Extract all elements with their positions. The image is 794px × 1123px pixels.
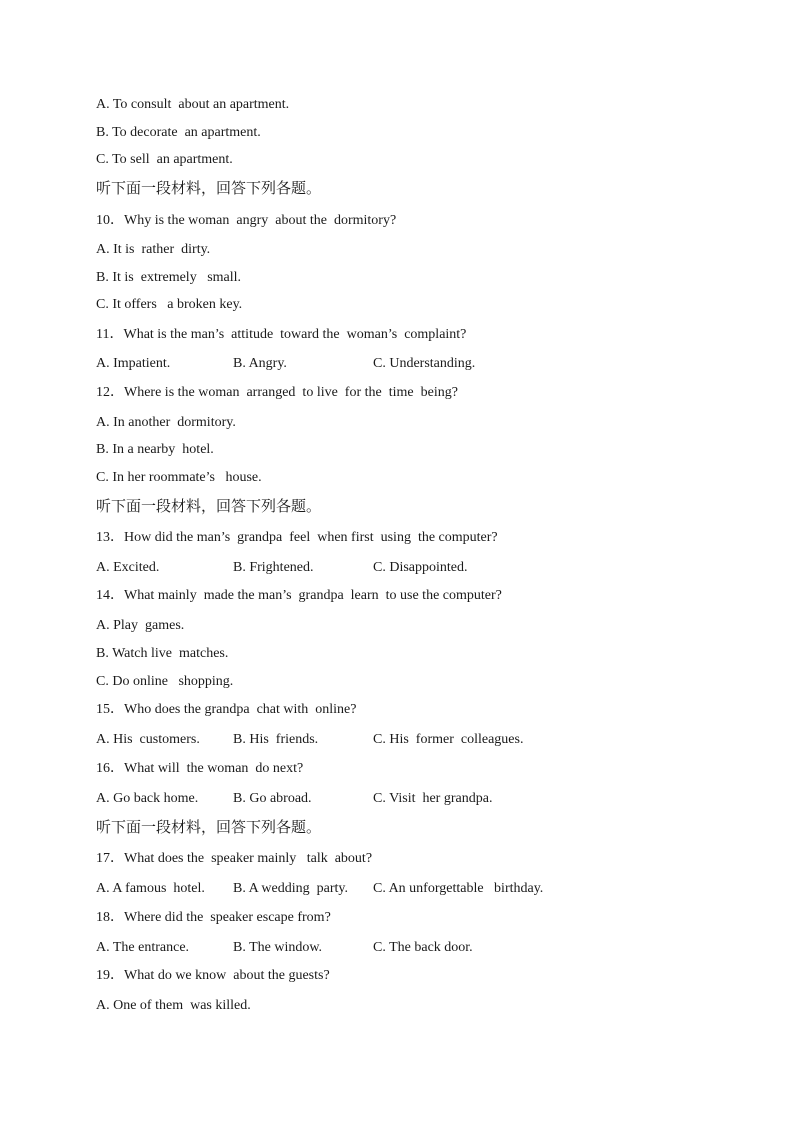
section-heading: 听下面一段材料，回答下列各题。	[96, 818, 322, 836]
q18-option-b: B. The window.	[233, 940, 323, 955]
q14-option-a: A. Play games.	[96, 618, 185, 633]
question-14: 14．What mainly made the man’s grandpa learn to use the computer?	[96, 588, 502, 603]
question-16: 16．What will the woman do next?	[96, 761, 304, 776]
q15-option-c: C. His former colleagues.	[373, 732, 524, 747]
q13-option-c: C. Disappointed.	[373, 560, 468, 575]
q10-option-c: C. It offers a broken key.	[96, 297, 243, 312]
question-12: 12．Where is the woman arranged to live for the time being?	[96, 385, 458, 400]
q14-option-b: B. Watch live matches.	[96, 646, 229, 661]
question-10: 10．Why is the woman angry about the dormitory?	[96, 213, 397, 228]
q18-option-c: C. The back door.	[373, 940, 473, 955]
q10-option-b: B. It is extremely small.	[96, 270, 242, 285]
option-b: B. To decorate an apartment.	[96, 125, 261, 140]
q15-option-a: A. His customers.	[96, 732, 200, 747]
question-17: 17．What does the speaker mainly talk about?	[96, 851, 373, 866]
question-19: 19．What do we know about the guests?	[96, 968, 330, 983]
q13-option-b: B. Frightened.	[233, 560, 314, 575]
option-c: C. To sell an apartment.	[96, 152, 233, 167]
option-a: A. To consult about an apartment.	[96, 97, 290, 112]
q13-option-a: A. Excited.	[96, 560, 160, 575]
section-heading: 听下面一段材料，回答下列各题。	[96, 497, 322, 515]
question-13: 13．How did the man’s grandpa feel when first using the computer?	[96, 530, 498, 545]
q16-option-b: B. Go abroad.	[233, 791, 312, 806]
q11-option-a: A. Impatient.	[96, 356, 171, 371]
q19-option-a: A. One of them was killed.	[96, 998, 251, 1013]
q12-option-c: C. In her roommate’s house.	[96, 470, 262, 485]
section-heading: 听下面一段材料，回答下列各题。	[96, 179, 322, 197]
q18-option-a: A. The entrance.	[96, 940, 190, 955]
q15-option-b: B. His friends.	[233, 732, 319, 747]
question-18: 18．Where did the speaker escape from?	[96, 910, 331, 925]
q12-option-b: B. In a nearby hotel.	[96, 442, 214, 457]
q16-option-c: C. Visit her grandpa.	[373, 791, 493, 806]
q10-option-a: A. It is rather dirty.	[96, 242, 211, 257]
q11-option-b: B. Angry.	[233, 356, 287, 371]
question-15: 15．Who does the grandpa chat with online?	[96, 702, 357, 717]
q17-option-c: C. An unforgettable birthday.	[373, 881, 544, 896]
q17-option-a: A. A famous hotel.	[96, 881, 205, 896]
question-11: 11．What is the man’s attitude toward the woman’s complaint?	[96, 327, 467, 342]
q11-option-c: C. Understanding.	[373, 356, 476, 371]
q14-option-c: C. Do online shopping.	[96, 674, 234, 689]
q12-option-a: A. In another dormitory.	[96, 415, 236, 430]
q17-option-b: B. A wedding party.	[233, 881, 348, 896]
q16-option-a: A. Go back home.	[96, 791, 199, 806]
